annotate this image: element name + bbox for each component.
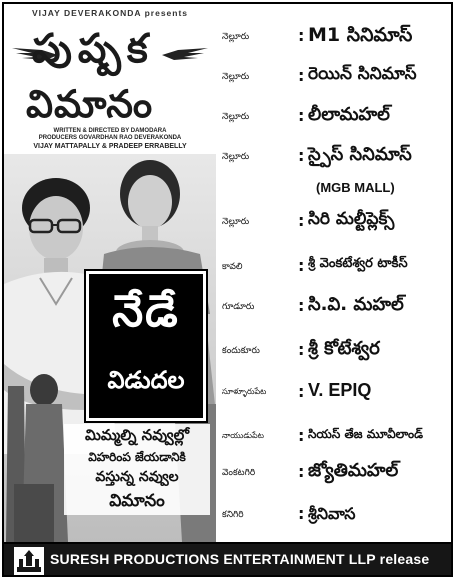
theatre-town: కనిగిరి — [222, 510, 244, 520]
theatre-town: వెంకటగిరి — [222, 468, 256, 478]
theatre-town: కందుకూరు — [222, 346, 260, 356]
separator: : — [298, 426, 305, 445]
presents-line: VIJAY DEVERAKONDA presents — [31, 8, 189, 18]
theatre-name: లీలామహల్ — [308, 104, 390, 125]
theatre-town: నెల్లూరు — [222, 32, 250, 42]
theatre-name: శ్రీ కోటేశ్వర — [308, 338, 380, 359]
credit-producers: PRODUCERS GOVARDHAN RAO DEVERAKONDA — [38, 135, 182, 141]
separator: : — [298, 256, 305, 275]
separator: : — [298, 504, 305, 523]
separator: : — [298, 146, 305, 165]
tagline — [64, 424, 210, 515]
movie-title-line1: పుష్పక — [32, 26, 154, 72]
separator: : — [298, 462, 305, 481]
theatre-name: శ్రీనివాస — [308, 504, 356, 523]
theatre-town: గూడూరు — [222, 302, 255, 312]
separator: : — [298, 296, 305, 315]
separator: : — [298, 382, 305, 401]
theatre-name: జ్యోతిమహల్ — [308, 460, 399, 481]
movie-title-line2: విమానం — [26, 82, 154, 126]
theatre-name: శ్రీ వెంకటేశ్వర టాకీస్ — [308, 256, 408, 271]
theatre-town: నెల్లూరు — [222, 112, 250, 122]
credit-coproducers: VIJAY MATTAPALLY & PRADEEP ERRABELLY — [33, 143, 187, 150]
theatre-town: సూళ్ళూరుపేట — [222, 387, 267, 396]
theatre-name: సి.వి. మహల్ — [308, 294, 404, 315]
theatre-town: నెల్లూరు — [222, 152, 250, 162]
footer-release-text: SURESH PRODUCTIONS ENTERTAINMENT LLP release — [50, 551, 430, 567]
separator: : — [298, 211, 305, 230]
newspaper-ad — [2, 2, 453, 577]
footer-banner — [4, 542, 451, 577]
release-today-text: నేడే — [112, 286, 180, 337]
tagline-line-2: విహరింప జేయడానికి — [88, 450, 186, 464]
separator: : — [298, 106, 305, 125]
tagline-line-4: విమానం — [109, 491, 165, 511]
theatre-town: నెల్లూరు — [222, 72, 250, 82]
release-label-text: విడుదల — [107, 366, 185, 394]
separator: : — [298, 66, 305, 85]
theatre-name: రెయిన్ సినిమాస్ — [308, 64, 417, 84]
theatre-town: నెల్లూరు — [222, 217, 250, 227]
movie-poster — [4, 4, 216, 542]
suresh-productions-logo-icon — [14, 547, 44, 575]
theatre-town: కావలి — [222, 262, 243, 272]
tagline-line-1: మిమ్మల్ని నవ్వుల్లో — [84, 426, 190, 444]
theatre-town: నాయుడుపేట — [222, 431, 264, 440]
theatre-name: సియస్ తేజ మూవీలాండ్ — [308, 427, 424, 441]
separator: : — [298, 340, 305, 359]
theatre-name: స్పైస్ సినిమాస్ — [308, 144, 412, 165]
theatre-name: V. EPIQ — [308, 380, 372, 400]
right-wing-icon — [162, 48, 208, 62]
tagline-line-3: వస్తున్న నవ్వుల — [95, 469, 179, 485]
theatre-name: సిరి మల్టీప్లెక్స్ — [308, 209, 395, 229]
credit-writer-director: WRITTEN & DIRECTED BY DAMODARA — [53, 128, 167, 134]
theatre-subtitle: (MGB MALL) — [316, 180, 395, 195]
theatre-list — [218, 4, 451, 542]
separator: : — [298, 26, 305, 45]
theatre-name: M1 సినిమాస్ — [308, 24, 413, 46]
release-today-box — [86, 271, 206, 421]
